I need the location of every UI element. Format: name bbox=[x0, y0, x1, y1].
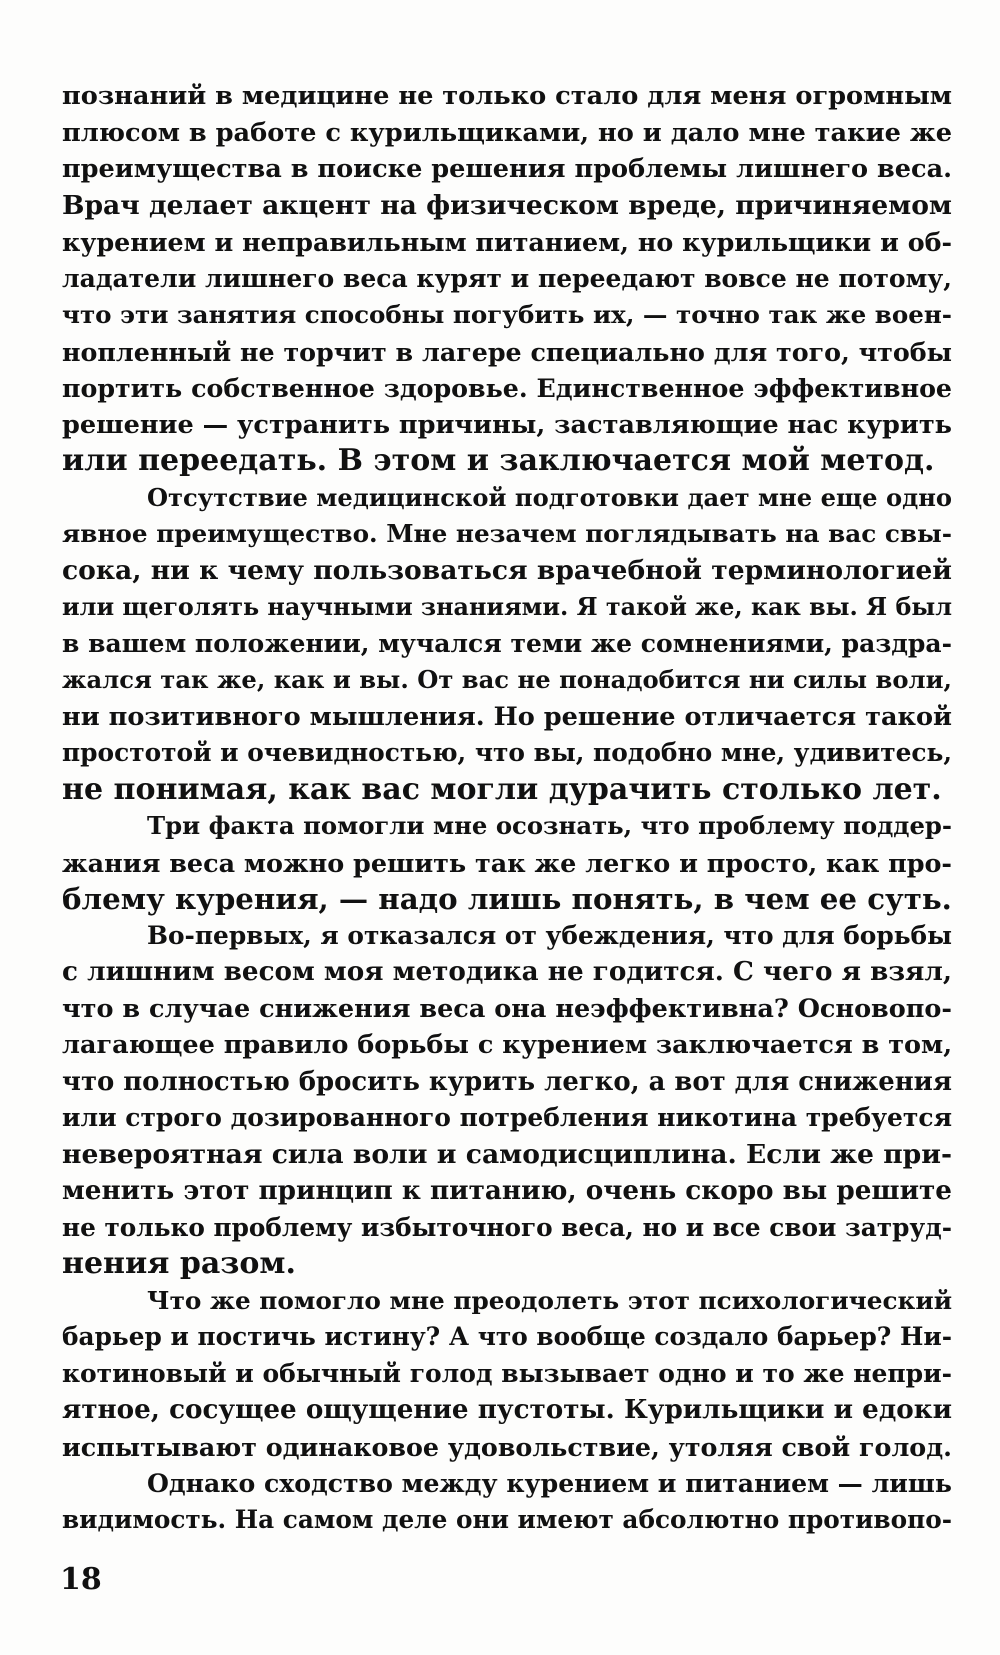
text-line: Врач делает акцент на физическом вреде, причиняемом bbox=[62, 189, 952, 221]
text-line: нения разом. bbox=[62, 1246, 296, 1281]
text-line: что полностью бросить курить легко, а вот для снижения bbox=[62, 1066, 952, 1097]
text-line: ладатели лишнего веса курят и переедают вовсе не потому, bbox=[62, 263, 952, 293]
text-line: курением и неправильным питанием, но курильщики и об- bbox=[62, 227, 952, 257]
body-text bbox=[62, 78, 952, 1538]
text-line: Однако сходство между курением и питанием — лишь bbox=[147, 1468, 952, 1498]
text-line: менить этот принцип к питанию, очень скоро вы решите bbox=[62, 1175, 952, 1206]
text-line: испытывают одинаковое удовольствие, утоляя свой голод. bbox=[62, 1431, 952, 1462]
text-line: лагающее правило борьбы с курением заключается в том, bbox=[62, 1030, 952, 1060]
text-line: ни позитивного мышления. Но решение отличается такой bbox=[62, 701, 952, 732]
paragraph bbox=[62, 78, 952, 480]
text-line: барьер и постичь истину? А что вообще создало барьер? Ни- bbox=[62, 1322, 952, 1351]
text-line: портить собственное здоровье. Единственное эффективное bbox=[62, 373, 952, 403]
text-line: решение — устранить причины, заставляющие нас курить bbox=[62, 409, 952, 440]
text-line: или строго дозированного потребления никотина требуется bbox=[62, 1103, 952, 1132]
text-line: что в случае снижения веса она неэффективна? Основопо- bbox=[62, 993, 952, 1024]
text-line: видимость. На самом деле они имеют абсолютно противопо- bbox=[62, 1504, 952, 1534]
text-line: простотой и очевидностью, что вы, подобно мне, удивитесь, bbox=[62, 738, 952, 767]
text-line: нопленный не торчит в лагере специально для того, чтобы bbox=[62, 336, 952, 367]
text-line: или щеголять научными знаниями. Я такой же, как вы. Я был bbox=[62, 593, 952, 621]
text-line: Что же помогло мне преодолеть этот психологический bbox=[147, 1285, 952, 1315]
text-line: плюсом в работе с курильщиками, но и дало мне такие же bbox=[62, 117, 952, 148]
text-line: Отсутствие медицинской подготовки дает мне еще одно bbox=[147, 482, 952, 512]
text-line: блему курения, — надо лишь понять, в чем ее суть. bbox=[62, 882, 952, 916]
text-line: не только проблему избыточного веса, но и все свои затруд- bbox=[62, 1212, 952, 1242]
paragraph bbox=[62, 808, 952, 918]
page-number: 18 bbox=[60, 1562, 102, 1597]
text-line: жания веса можно решить так же легко и просто, как про- bbox=[62, 847, 952, 878]
text-line: не понимая, как вас могли дурачить столько лет. bbox=[62, 771, 942, 807]
text-line: жался так же, как и вы. От вас не понадобится ни силы воли, bbox=[62, 665, 952, 694]
text-line: сока, ни к чему пользоваться врачебной терминологией bbox=[62, 554, 952, 586]
paragraph bbox=[62, 480, 952, 809]
text-line: Во-первых, я отказался от убеждения, что для борьбы bbox=[147, 920, 952, 950]
text-line: или переедать. В этом и заключается мой метод. bbox=[62, 443, 935, 478]
text-line: котиновый и обычный голод вызывает одно и то же непри- bbox=[62, 1358, 952, 1388]
text-line: познаний в медицине не только стало для меня огромным bbox=[62, 81, 952, 111]
paragraph bbox=[62, 1283, 952, 1466]
paragraph bbox=[62, 1465, 952, 1538]
text-line: преимущества в поиске решения проблемы лишнего веса. bbox=[62, 154, 952, 184]
text-line: что эти занятия способны погубить их, — точно так же воен- bbox=[62, 300, 952, 329]
paragraph bbox=[62, 918, 952, 1283]
text-line: явное преимущество. Мне незачем поглядывать на вас свы- bbox=[62, 519, 952, 548]
text-line: невероятная сила воли и самодисциплина. Если же при- bbox=[62, 1138, 952, 1170]
text-line: с лишним весом моя методика не годится. С чего я взял, bbox=[62, 956, 952, 987]
text-line: в вашем положении, мучался теми же сомнениями, раздра- bbox=[62, 628, 952, 658]
text-line: ятное, сосущее ощущение пустоты. Курильщики и едоки bbox=[62, 1394, 952, 1425]
text-line: Три факта помогли мне осознать, что проблему поддер- bbox=[147, 811, 952, 840]
